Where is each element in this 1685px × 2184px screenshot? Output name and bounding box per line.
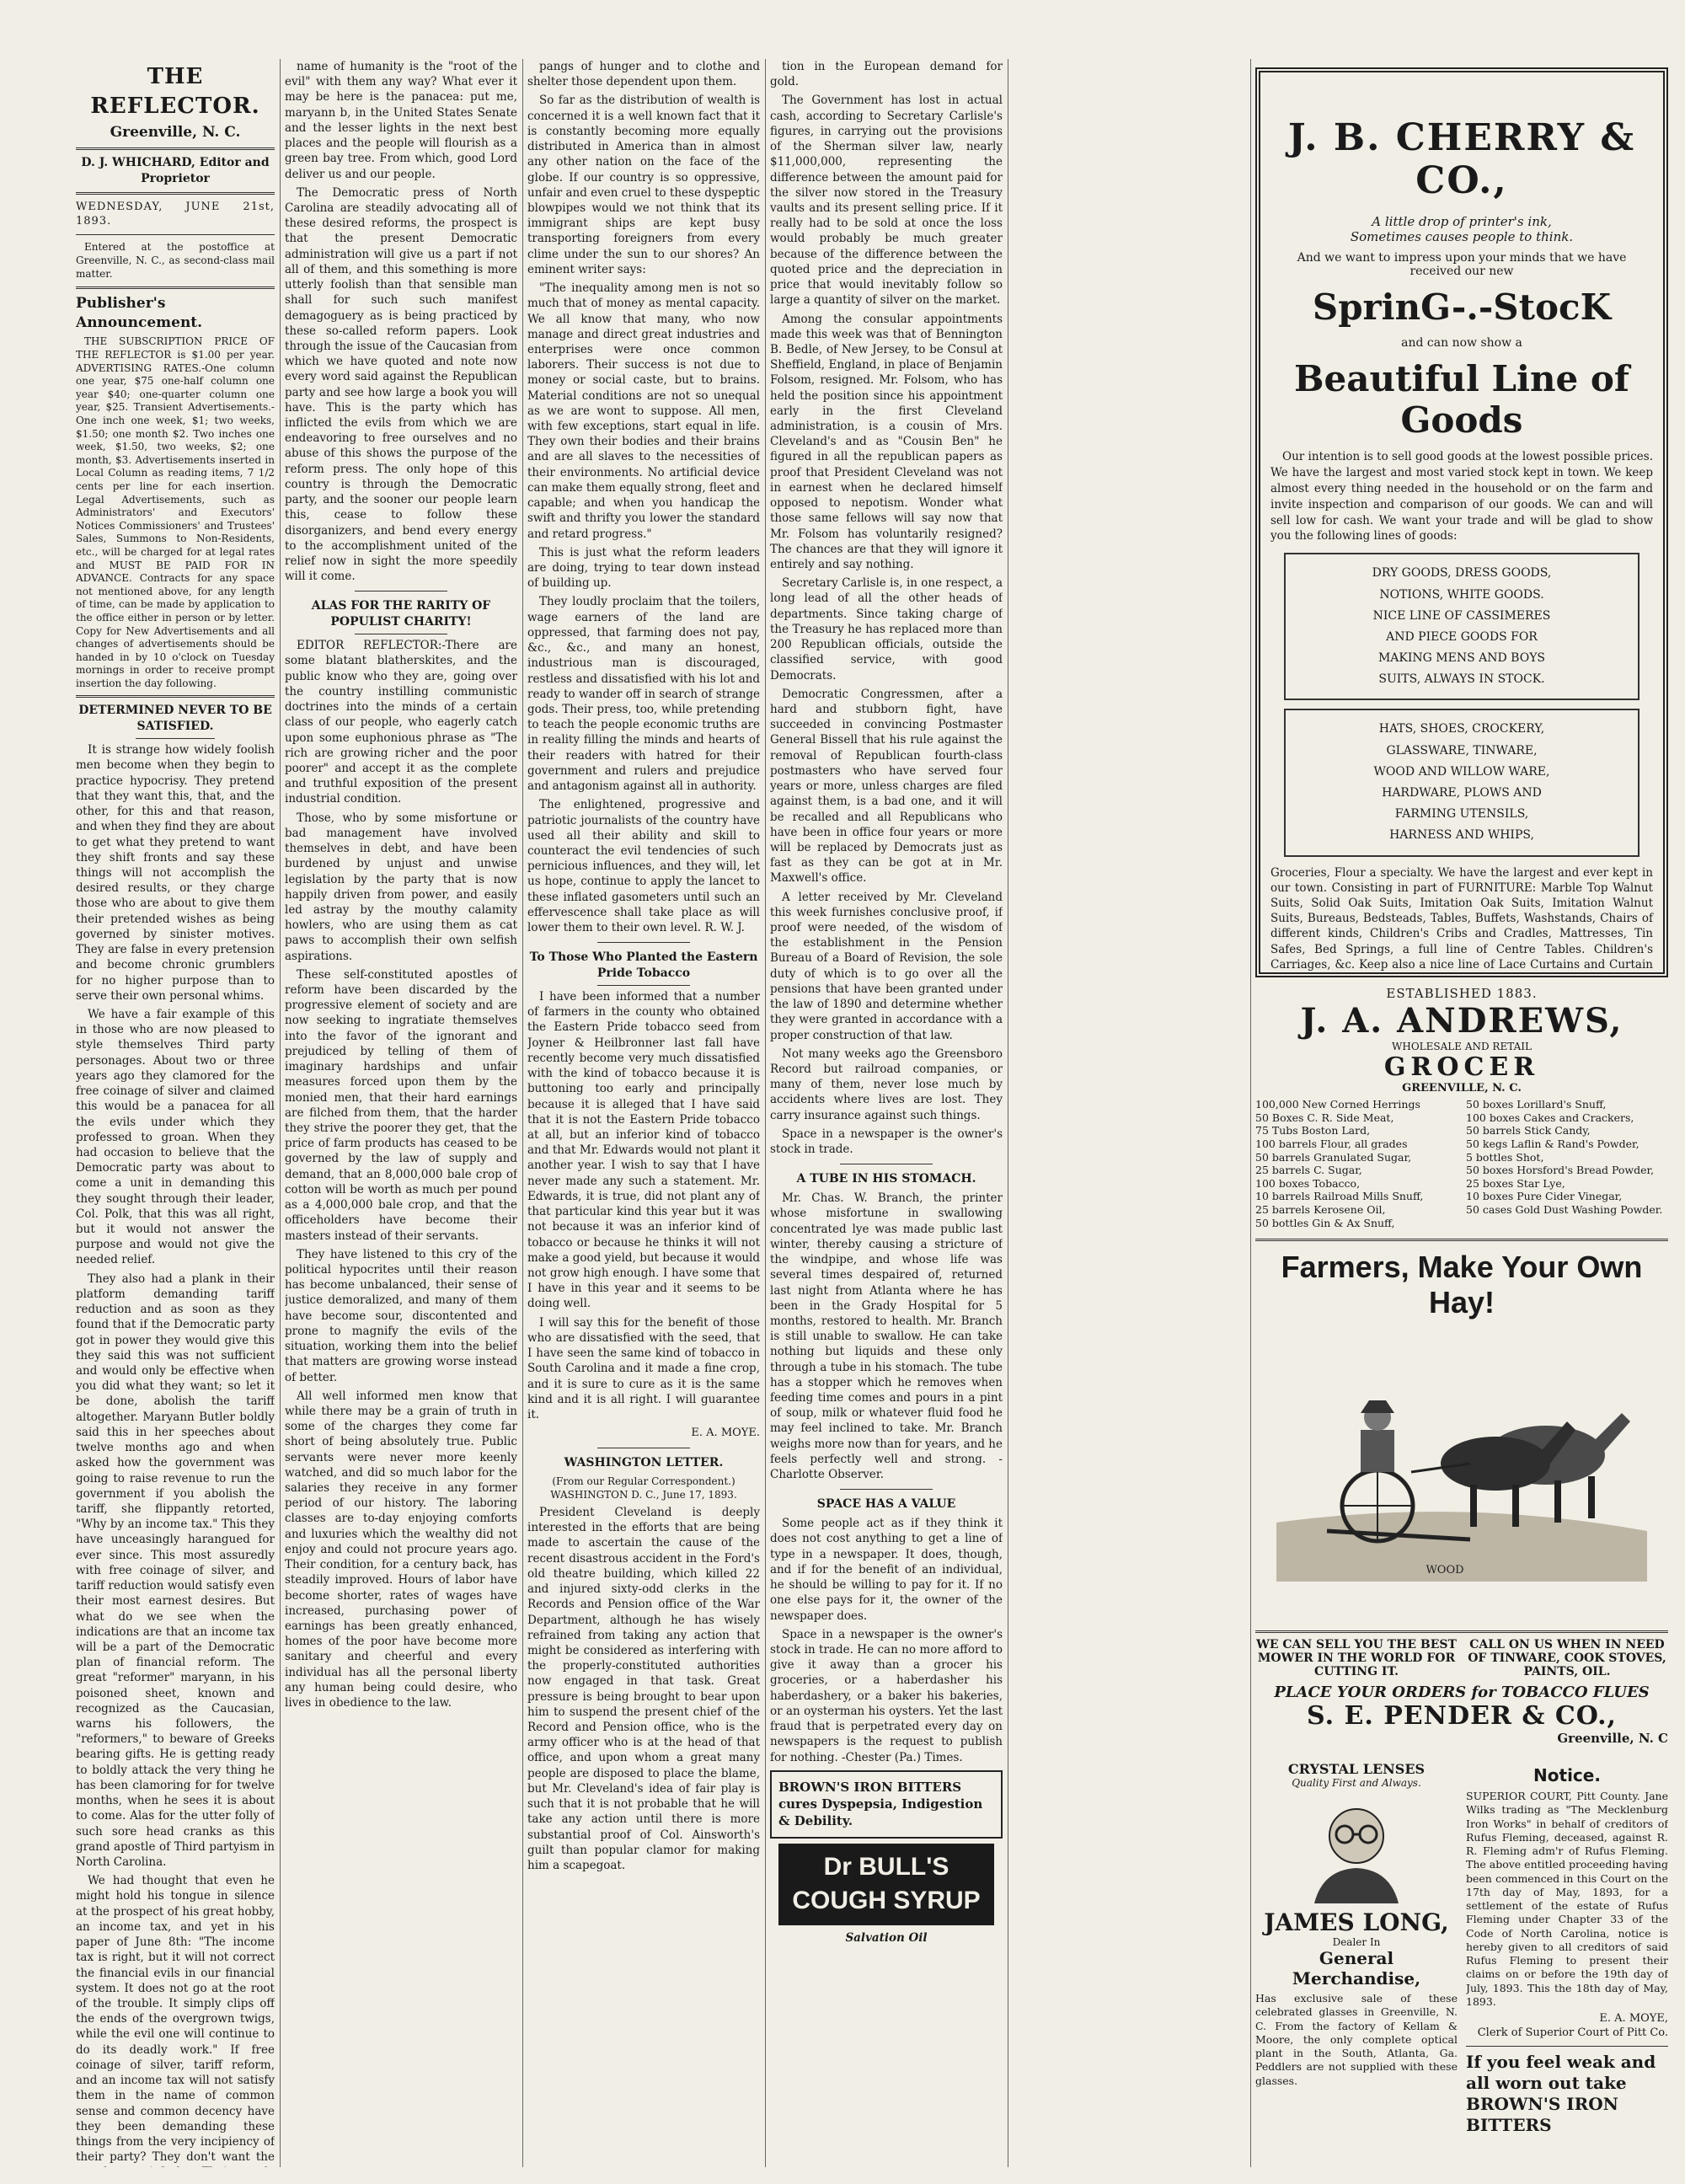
goods-line: HARDWARE, PLOWS AND [1382,786,1542,800]
article-heading: A TUBE IN HIS STOMACH. [796,1172,976,1186]
masthead-editor: D. J. WHICHARD, Editor and Proprietor [81,156,270,186]
list-item: 100 boxes Cakes and Crackers, [1466,1111,1634,1124]
lenses-heading: CRYSTAL LENSES [1287,1761,1426,1777]
andrews-lists [1255,1098,1668,1229]
article-paragraph: We had thought that even he might hold his tongue in silence at the prospect of his great hobby, an income tax, and yet in his paper of June 8th: "The income tax is right, but it will not correct the financial evils in our financial system. It does not go at the root of the trouble. It simply clips off the ends of the overgrown twigs, while the evil one will continue to do its deadly work." If free coinage of silver, tariff reform, and an income tax will not satisfy them in the name of common sense and common decency have they been demanding these things from the very incipiency of their party? They don't want the [76,1874,275,2165]
long-ad [1255,1761,1458,2165]
masthead-date: WEDNESDAY, JUNE 21st, 1893. [76,200,275,228]
goods-line: WOOD AND WILLOW WARE, [1373,764,1550,779]
andrews-list-left [1255,1098,1458,1229]
hay-heading: Farmers, Make Your Own Hay! [1281,1250,1643,1320]
cherry-verse: Sometimes causes people to think. [1350,229,1574,244]
long-dealer: Dealer In [1332,1936,1381,1948]
article-paragraph: President Cleveland is deeply interested in the efforts that are being made to ascertain the cause of the recent disastrous accident in the Ford's old theatre building, which killed 22 and injured sixty-odd clerks in the Records and Pension office of the War Department, although he has wisely refrained from taking any action that might be considered as interfering with the properly-constituted authorities now engaged in that task. Great pressure is being brought to bear upon him to suspend the present chief of the Record and Pension office, who is the army officer who is at the head of that office, and upon whom a great many people are disposed to place the blame, but Mr. Cleveland's idea of fair play is such that it is not probable that he will take any action until there is more substantial proof of Col. Ainsworth's guilt than popular clamor for making him a scapegoat. [527,1505,760,1872]
list-item: 100,000 New Corned Herrings [1255,1098,1420,1111]
cherry-groceries: Groceries, Flour a specialty. We have the largest and ever kept in our town. Consisting in part of FURNITURE: Marble Top Walnut Suits, Solid Oak Suits, Imitation Oak Suits, Imitation Walnut Suits, Bureaus, Bedsteads, Tables, Buffets, Washstands, Chairs of different kinds, Children's Cribs and Cradles, Mattresses, Tin Safes, Bed Springs, a full line of Centre Tables. Children's Carriages, &c. Keep also a nice line of Lace Curtains and Curtain [1270,865,1653,972]
article-paragraph: Mr. Chas. W. Branch, the printer whose misfortune in swallowing concentrated lye was made public last winter, thereby causing a stricture of the windpipe, and whose life was several times despaired of, returned last night from Atlanta where he has been in the Grady Hospital for 5 months, restored to health. Mr. Branch is still unable to swallow. He can take nothing but liquids and these only through a tube in his stomach. The tube has a stopper which he removes when feeding time comes and pours in a pint of soup, milk or whatever fluid food he may feel inclined to take. Mr. Branch weighs more now than for years, and he feels perfectly well and strong. -Charlotte Observer. [770,1191,1003,1482]
publishers-body: THE SUBSCRIPTION PRICE OF THE REFLECTOR is $1.00 per year. ADVERTISING RATES.-One column one year, $75 one-half column one year $40; one-quarter column one year, $25. Transient Advertisements.-One inch one week, $1; two weeks, $1.50; one month $2. Two inches one week, $1.50, two weeks, $2; one month, $3. Advertisements inserted in Local Column as reading items, 7 1/2 cents per line for each insertion. Legal Advertisements, such as Administrators' and Executors' Notices Commissioners' and Trustees' Sales, Summons to Non-Residents, etc., will be charged for at legal rates and MUST BE PAID FOR IN ADVANCE. Contracts for any space not mentioned above, for any length of time, can be made by application to the office either in person or by letter. Copy for New Advertisements and all changes of advertisements should be handed in by 10 o'clock on Tuesday mornings in order to receive prompt insertion the day following. [76,335,275,689]
pender-ad [1255,1630,1668,1759]
cherry-show: and can now show a [1401,336,1522,350]
article-paragraph: They also had a plank in their platform demanding tariff reduction and as soon as they found that if the Democratic party got in power they would give this they said this was not sufficient and would only be effective when you did what they want; so let it be done, abolish the tariff altogether. Maryann Butler boldly said this in her speeches about twelve months ago and when asked how the government was going to raise revenue to run the government if you abolish the tariff, she flippantly retorted, "Why by an income tax." This they have unceasingly harangued for ever since. This most assuredly with free coinage of silver, and tariff reduction would satisfy even their most earnest desires. But what do we see when the indications are that an income tax will be a part of the Democratic plan of financial reform. The great "reformer" maryann, in his poisoned sheet, known and recognized as the Caucasian, warns his followers, the "reformers," to beware of Greeks bearing gifts. He is getting ready to boldly attack the very thing he has been clamoring for for twelve months, when he sees it is about to come. Alas for the utter folly of such sore head cranks as this grand apostle of Third partyism in North Carolina. [76,1271,275,1869]
article-paragraph: Some people act as if they think it does not cost anything to get a line of type in a newspaper. It does, though, and if for the benefit of an individual, he should be willing to pay for it. If no one else pays for it, the owner of the newspaper does. [770,1517,1003,1623]
list-item: 75 Tubs Boston Lard, [1255,1124,1371,1138]
article-paragraph: The Government has lost in actual cash, according to Secretary Carlisle's figures, in carrying out the provisions of the Sherman silver law, nearly $11,000,000, representing the difference between the amount paid for the silver now stored in the Treasury vaults and its present selling price. If it really had to be sold at once the loss would probably be much greater because of the difference between the quoted price and the depreciation in price that would inevitably follow so large a quantity of silver on the market. [770,94,1003,308]
fleming-heading: Notice. [1533,1765,1601,1785]
lenses-sub: Quality First and Always. [1292,1777,1421,1789]
list-item: 10 barrels Railroad Mills Snuff, [1255,1190,1424,1203]
column-rule [1250,59,1251,2167]
article-paragraph: name of humanity is the "root of the evil" with them any way? What ever it may be here is the panacea: put me, maryann b, in the United States Senate and the lesser lights in the next best places and the people will flourish as a green bay tree. From which, good Lord deliver us and our people. [285,60,517,181]
cherry-impress: And we want to impress upon your minds that we have received our new [1297,251,1627,278]
andrews-grocer: GROCER [1383,1052,1540,1082]
article-paragraph: This is just what the reform leaders are doing, trying to tear down instead of building up. [527,545,760,591]
andrews-place: GREENVILLE, N. C. [1402,1082,1522,1095]
list-item: 50 barrels Granulated Sugar, [1255,1150,1412,1164]
pender-row [1255,1638,1668,1678]
cherry-intention: Our intention is to sell good goods at the lowest possible prices. We have the largest and most varied stock kept in town. We keep almost every thing needed in the household or on the farm and invite inspection and comparison of our goods. We can and will sell low for cash. We want your trade and will be glad to show you the following lines of goods: [1270,450,1653,543]
mower-left: WE CAN SELL YOU THE BEST MOWER IN THE WORLD FOR CUTTING IT. [1256,1638,1457,1678]
cherry-goods-box [1284,553,1640,700]
pender-place: Greenville, N. C [1557,1731,1668,1746]
goods-line: SUITS, ALWAYS IN STOCK. [1378,672,1545,687]
goods-line: NOTIONS, WHITE GOODS. [1379,587,1544,602]
column-rule [280,59,281,2167]
salvation-oil-small: Salvation Oil [845,1930,928,1945]
article-paragraph: The enlightened, progressive and patriotic journalists of the country have used all their ability and skill to counteract the evil tendencies of such pernicious influences, and they will, let us hope, continue to apply the lancet to these inflated gasometers until such an effervescence shall take place as will lower them to their own level. R. W. J. [527,798,760,935]
andrews-established: ESTABLISHED 1883. [1386,986,1538,1001]
pender-name: S. E. PENDER & CO., [1306,1701,1617,1731]
andrews-sub: WHOLESALE AND RETAIL [1392,1041,1532,1052]
article-heading: ALAS FOR THE RARITY OF POPULIST CHARITY! [311,599,491,629]
list-item: 100 boxes Tobacco, [1255,1176,1361,1190]
goods-line: DRY GOODS, DRESS GOODS, [1372,566,1552,581]
list-item: 50 cases Gold Dust Washing Powder. [1466,1203,1663,1216]
cough-syrup-ad: Dr BULL'S COUGH SYRUP [778,1844,994,1925]
list-item: 25 barrels C. Sugar, [1255,1164,1362,1177]
article-paragraph: pangs of hunger and to clothe and shelter those dependent upon them. [527,60,760,89]
column-2 [285,59,517,2167]
article-heading: DETERMINED NEVER TO BE SATISFIED. [78,704,272,734]
cherry-beautiful: Beautiful Line of Goods [1294,358,1629,441]
cherry-goods-box [1284,709,1640,856]
mower-right: CALL ON US WHEN IN NEED OF TINWARE, COOK STOVES, PAINTS, OIL. [1468,1638,1666,1678]
article-paragraph: tion in the European demand for gold. [770,60,1003,89]
article-paragraph: Democratic Congressmen, after a hard and stubborn fight, have succeeded in convincing Postmaster General Bissell that his rule against the removal of Republican fourth-class postmasters who have served four years or more, unless charges are filed against them, is a bad one, and it will be recalled and all Republicans who have been in office four years or more will be replaced by Democrats just as fast as they can be got at in Mr. Maxwell's office. [770,687,1003,886]
column-1 [76,59,275,2167]
article-paragraph: I have been informed that a number of farmers in the county who obtained the Eastern Pride tobacco seed from Joyner & Heilbronner last fall have recently become very much dissatisfied with the kind of tobacco because it is buttoning too early and principally because it is alleged that I have said that it is not the Eastern Pride tobacco at all, but an inferior kind of tobacco and that Mr. Edwards would not plant it another year. I wish to say that I have never made any such a statement. Mr. Edwards, it is true, did not plant any of that particular kind this year but it was not because it was an inferior kind of tobacco or because he thinks it will not make a good yield, but because it would not grow high enough. I have some that I have in this year and it seems to be doing well. [527,990,760,1311]
article-heading: To Those Who Planted the Eastern Pride Tobacco [529,950,758,981]
list-item: 50 bottles Gin & Ax Snuff, [1255,1216,1395,1229]
column-3 [527,59,760,2167]
article-paragraph: These self-constituted apostles of reform have been discarded by the progressive element of society and are now seeking to ingratiate themselves into the favor of the ignorant and prejudiced by telling of them of imaginary hardships and unfair measures forced upon them by the monied men, that their hard earnings are filched from them, that the harder they strive the poorer they get, that the price of farm products has ceased to be governed by the law of supply and demand, that an 8,000,000 bale crop of cotton will be worth as much per pound as a 4,000,000 bale crop, and that the officeholders have become their masters instead of their servants. [285,967,517,1243]
article-paragraph: A letter received by Mr. Cleveland this week furnishes conclusive proof, if proof were needed, of the wisdom of the establishment in the Pension Bureau of a Board of Revision, the sole duty of which is to go over all the pensions that have been granted under the law of 1890 and determine whether they were granted in accordance with a proper construction of that law. [770,890,1003,1042]
article-paragraph: All well informed men know that while there may be a grain of truth in some of the charges they come far short of being absolutely true. Public servants were never more keenly watched, and did so much labor for the salaries they receive in any former period of our history. The laboring classes are to-day enjoying comforts and luxuries which the wealthy did not enjoy and could not procure years ago. Their condition, for a century back, has steadily improved. Hours of labor have become shorter, rates of wages have increased, purchasing power of earnings has been greatly enhanced, homes of the poor have become more sanitary and cheerful and every individual has all the personal liberty any human being could desire, who lives in obedience to the law. [285,1389,517,1710]
mower-illustration [1276,1329,1647,1582]
article-paragraph: Among the consular appointments made this week was that of Bennington B. Bedle, of New Jersey, to be Consul at Sheffield, England, in place of Benjamin Folsom, resigned. Mr. Folsom, who has held the position since his appointment early in the first Cleveland administration, is a cousin of Mrs. Cleveland's and as "Cousin Ben" he figured in all the republican papers as proof that President Cleveland was not in earnest when he declared himself opposed to nepotism. Wonder what those same fellows will say now that Mr. Folsom has voluntarily resigned? The chances are that they will ignore it entirely and say nothing. [770,312,1003,571]
long-text: Has exclusive sale of these celebrated glasses in Greenville, N. C. From the factory of Kellam & Moore, the only complete optical plant in the South, Atlanta, Ga. Peddlers are not supplied with these glasses. [1255,1992,1458,2087]
fleming-notice [1466,1761,1668,2165]
goods-line: HARNESS AND WHIPS, [1389,828,1534,843]
list-item: 100 barrels Flour, all grades [1255,1137,1408,1150]
goods-line: MAKING MENS AND BOYS [1377,651,1546,666]
list-item: 50 kegs Laflin & Rand's Powder, [1466,1137,1640,1150]
article-paragraph: So far as the distribution of wealth is concerned it is a well known fact that it is constantly becoming more equally distributed in America than in almost any other nation on the face of the globe. If our country is so oppressive, unfair and even cruel to these dyspeptic blowpipes would we not think that its immigrant ships are kept busy transporting foreigners from every clime under the sun to our shores? An eminent writer says: [527,94,760,276]
article-paragraph: The Democratic press of North Carolina are steadily advocating all of these desired reforms, the prospect is that the present Democratic administration will give us a part if not all of them, and this something is more utterly foolish than that sensible man shall for such such manifest demagoguery as is being practiced by these so-called reform papers. Look through the issue of the Caucasian from which we have quoted and note now every word said against the Republican party and see how large a book you will have. This is the party which has inflicted the evils from which we are endeavoring to free ourselves and no abuse of this shows the purpose of the reform press. The only hope of this country is through the Democratic party, and the sooner our people learn this, cease to follow these disorganizers, and bend every energy to the accomplishment united of the relief now in sight the more speedily will it come. [285,185,517,584]
article-paragraph: Space in a newspaper is the owner's stock in trade. [770,1127,1003,1157]
cherry-ad [1255,67,1668,977]
list-item: 50 Boxes C. R. Side Meat, [1255,1111,1394,1124]
signature: E. A. MOYE. [691,1427,760,1440]
publishers-heading: Publisher's Announcement. [76,294,203,331]
cherry-spring-stock: SprinG-.-StocK [1312,286,1612,328]
article-paragraph: Not many weeks ago the Greensboro Record but railroad companies, or many of them, never lose much by accidents where lives are lost. They carry insurance against such things. [770,1046,1003,1122]
article-paragraph: Secretary Carlisle is, in one respect, a long lead of all the other heads of departments. Since taking charge of the Treasury he has replaced more than 200 Republican officials, outside the classified service, with good Democrats. [770,576,1003,682]
andrews-ad [1255,986,1668,1230]
goods-line: AND PIECE GOODS FOR [1386,629,1538,644]
goods-line: HATS, SHOES, CROCKERY, [1378,722,1545,736]
list-item: 25 boxes Star Lye, [1466,1176,1565,1190]
article-paragraph: They have listened to this cry of the political hypocrites until their reason has become unbalanced, their sense of justice demoralized, and many of them have become sour, discontented and prone to magnify the evils of the situation, working them into the belief that matters are growing worse instead of better. [285,1247,517,1384]
fleming-text: SUPERIOR COURT, Pitt County. Jane Wilks trading as "The Mecklenburg Iron Works" in behalf of creditors of Rufus Fleming, deceased, against R. R. Fleming adm'r of Rufus Fleming. The above entitled proceeding having been commenced in this Court on the 17th day of May, 1893, for a settlement of the estate of Rufus Fleming under Chapter 33 of the Code of North Carolina, notice is hereby given to all creditors of said Rufus Fleming to present their claims on or before the 19th day of July, 1893. This the 18th day of May, 1893. [1466,1790,1668,2008]
long-name: JAMES LONG, [1264,1908,1449,1936]
list-item: 10 boxes Pure Cider Vinegar, [1466,1190,1623,1203]
column-rule [765,59,766,2167]
andrews-name: J. A. ANDREWS, [1300,1001,1623,1041]
flues: PLACE YOUR ORDERS for TOBACCO FLUES [1274,1684,1650,1701]
masthead-title: THE REFLECTOR. [90,64,260,120]
masthead-entered: Entered at the postoffice at Greenville, N. C., as second-class mail matter. [76,241,275,281]
browns-bottom-ad: If you feel weak and all worn out take BROWN'S IRON BITTERS [1466,2051,1656,2135]
article-paragraph: Space in a newspaper is the owner's stock in trade. He can no more afford to give it away than a grocer his groceries, or a haberdasher his haberdashery, or a baker his bakeries, or an oysterman his oysters. Yet the last fraud that is perpetrated every day on newspapers is the request to publish for nothing. -Chester (Pa.) Times. [770,1627,1003,1764]
column-rule [522,59,523,2167]
article-paragraph: "The inequality among men is not so much that of money as mental capacity. We all know that many, who now manage and direct great industries and enterprises were once common laborers. Their success is not due to money or social caste, but to brains. Material conditions are not so unequal as we are wont to suppose. All men, with few exceptions, start equal in life. They own their bodies and their brains and are all slaves to the necessities of their environments. No artificial device can make them equally strong, fleet and capable; and when you handicap the swift and thrifty you lower the standard and retard progress." [527,281,760,541]
article-paragraph: They loudly proclaim that the toilers, wage earners of the land are oppressed, that farming does not pay, &c., &c., and many an honest, industrious man is discouraged, restless and dissatisfied with his lot and ready to wander off in search of strange gods. Their press, too, while pretending to teach the people economic truths are in reality filling the minds and hearts of their readers with hatred for their government and rulers and prejudice and antagonism against all in authority. [527,595,760,794]
cherry-title: J. B. CHERRY & CO., [1287,116,1636,202]
article-paragraph: It is strange how widely foolish men become when they begin to practice hypocrisy. They pretend that they want this, that, and the other, for this and that reason, and when they find they are about to get what they pretend to want they shift fronts and say these things will not accomplish the desired results, or they charge those who are about to give them their pretended wishes as being governed by sinister motives. They are false in every pretension and become chronic grumblers for no higher purpose than to serve their own personal whims. [76,743,275,1003]
fleming-signature-2: Clerk of Superior Court of Pitt Co. [1477,2026,1668,2039]
list-item: 25 barrels Kerosene Oil, [1255,1203,1386,1216]
browns-ad: BROWN'S IRON BITTERS cures Dyspepsia, Indigestion & Debility. [770,1770,1003,1839]
list-item: 5 bottles Shot, [1466,1150,1544,1164]
goods-line: NICE LINE OF CASSIMERES [1372,608,1551,623]
column-4 [770,59,1003,2167]
list-item: 50 boxes Lorillard's Snuff, [1466,1098,1607,1111]
goods-line: FARMING UTENSILS, [1394,807,1529,822]
article-heading: WASHINGTON LETTER. [564,1455,724,1469]
article-paragraph: Those, who by some misfortune or bad management have involved themselves in debt, and have been burdened by unjust and unwise legislation by the party that is now happily driven from power, and easily led astray by the mouthy calamity howlers, who are using them as cat paws to accomplish their own selfish aspirations. [285,811,517,963]
list-item: 50 barrels Stick Candy, [1466,1124,1591,1138]
goods-line: GLASSWARE, TINWARE, [1386,743,1538,757]
cherry-verse: A little drop of printer's ink, [1372,214,1552,229]
mower-cut-label: WOOD [1426,1564,1464,1576]
article-paragraph: I will say this for the benefit of those who are dissatisfied with the seed, that I have seen the same kind of tobacco in South Carolina and it made a fine crop, and it is sure to cure as it is the same kind and it is all right. I will guarantee it. [527,1315,760,1421]
masthead-place: Greenville, N. C. [110,124,241,142]
article-paragraph: We have a fair example of this in those who are now pleased to style themselves Third party personages. About two or three years ago they clamored for the free coinage of silver and claimed this would be a panacea for all the evils under which they professed to groan. When they had occasion to believe that the Democratic party was about to come a unit in demanding this they sought through their leader, Col. Polk, that this was all right, but it would not answer the purpose and would not give the needed relief. [76,1007,275,1267]
long-general: General Merchandise, [1292,1948,1421,1989]
spectacles-illustration [1289,1794,1424,1903]
list-item: 50 boxes Horsford's Bread Powder, [1466,1164,1655,1177]
article-subheading: (From our Regular Correspondent.) WASHINGTON D. C., June 17, 1893. [550,1475,737,1501]
fleming-signature: E. A. MOYE, [1599,2012,1668,2025]
article-paragraph: EDITOR REFLECTOR:-There are some blatant blatherskites, and the public know who they are, going over the country instilling communistic doctrines into the minds of a certain class of our people, who eagerly catch upon some euphonious phrase as "The rich are growing richer and the poor poorer" and accept it as the complete and truthful exposition of the present industrial condition. [285,639,517,806]
hay-ad [1255,1239,1668,1629]
article-heading: SPACE HAS A VALUE [816,1497,956,1512]
andrews-list-right [1466,1098,1668,1229]
